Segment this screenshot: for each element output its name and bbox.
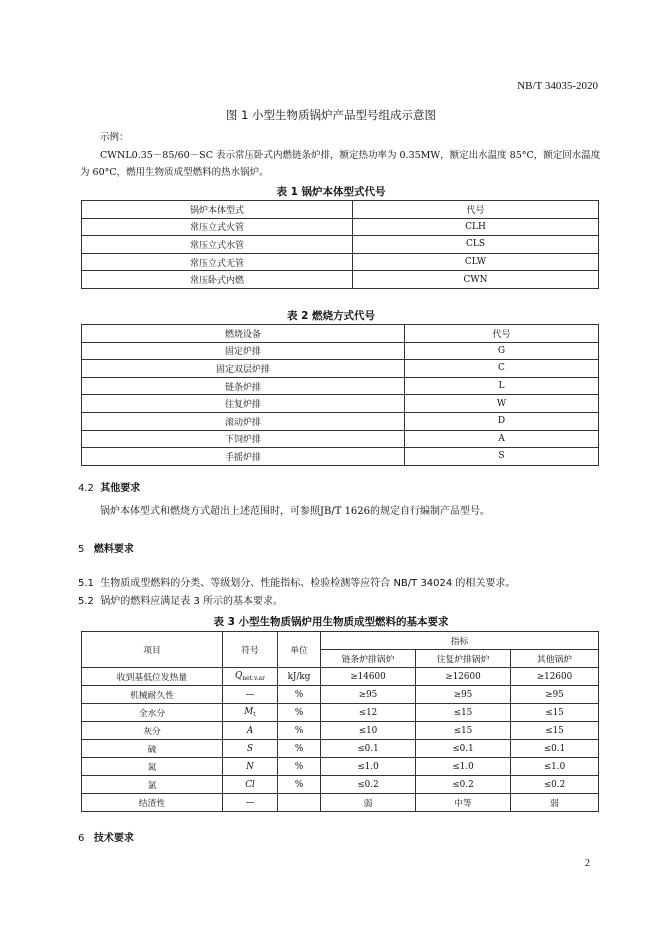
table-cell: CWN [353,271,599,289]
symbol-cell [223,740,278,758]
table-header-row [82,325,599,343]
symbol-cell [223,722,278,740]
table3-caption: 表 3 小型生物质锅炉用生物质成型燃料的基本要求 [213,616,449,628]
table-cell: 弱 [321,794,416,812]
table-cell: ≤1.0 [321,758,416,776]
table-row [82,704,599,722]
table-header-cell: 锅炉本体型式 [82,201,353,219]
table-row [82,668,599,686]
section-number: 6 [78,833,85,844]
section-number: 5 [78,544,85,555]
table-row [82,395,599,413]
table-cell: 常压立式火管 [82,218,353,236]
figure-caption: 图 1 小型生物质锅炉产品型号组成示意图 [225,108,437,122]
table-row [82,430,599,448]
table-header-cell: 符号 [223,632,278,668]
table-cell: % [278,758,321,776]
table-cell: CLH [353,218,599,236]
symbol-cell [223,668,278,686]
item-text: 锅炉的燃料应满足表 3 所示的基本要求。 [100,596,283,607]
table-cell: G [405,342,599,360]
section-6-heading [78,829,134,844]
item-number: 5.1 [78,578,94,589]
table-cell: ≤15 [416,722,511,740]
table-row [82,271,599,289]
table-row [82,377,599,395]
section-title: 技术要求 [93,833,134,844]
table-cell: ≤10 [321,722,416,740]
table-row [82,740,599,758]
table-cell: 氯 [82,776,223,794]
table-cell: 滚动炉排 [82,412,405,430]
table-cell: CLS [353,236,599,254]
table-cell: ≥14600 [321,668,416,686]
table-cell: ≤0.2 [321,776,416,794]
table-row [82,360,599,378]
table-cell: 机械耐久性 [82,686,223,704]
table-cell: C [405,360,599,378]
item-number: 5.2 [78,596,94,607]
table-cell: D [405,412,599,430]
table-cell: 氮 [82,758,223,776]
section-4-2-heading [78,479,140,494]
table-row [82,412,599,430]
symbol: Cl [245,779,255,790]
table-row [82,253,599,271]
table-cell: 常压立式无管 [82,253,353,271]
symbol: M [244,707,254,717]
table-row [82,236,599,254]
item-text: 生物质成型燃料的分类、等级划分、性能指标、检验检测等应符合 NB/T 34024 的相关要求。 [100,578,516,589]
table-header-row [82,632,599,650]
table-cell: ≤0.1 [416,740,511,758]
table-header-cell: 项目 [82,632,223,668]
symbol-subscript: t [253,711,256,718]
table-row [82,686,599,704]
table-cell: S [405,448,599,466]
table-cell: 收到基低位发热量 [82,668,223,686]
table-cell: ≤1.0 [511,758,599,776]
table-cell: 全水分 [82,704,223,722]
symbol: N [246,761,254,772]
section-5-heading [78,540,134,555]
table-cell: ≤12 [321,704,416,722]
symbol: — [245,797,255,808]
section-title: 其他要求 [100,483,141,494]
table-cell: % [278,776,321,794]
table-cell: 手摇炉排 [82,448,405,466]
table-cell: ≤0.1 [511,740,599,758]
table-cell: ≥12600 [416,668,511,686]
symbol: Q [235,671,243,681]
table-row [82,794,599,812]
section-title: 燃料要求 [93,544,134,555]
symbol-cell [223,686,278,704]
table-cell: 常压立式水管 [82,236,353,254]
table-cell: 中等 [416,794,511,812]
table-cell: % [278,686,321,704]
table-cell: kJ/kg [278,668,321,686]
table-row [82,722,599,740]
table3 [81,631,599,812]
table-header-cell: 代号 [353,201,599,219]
table-row [82,776,599,794]
table-row [82,218,599,236]
table-cell: ≥12600 [511,668,599,686]
table-cell: ≥95 [321,686,416,704]
standard-number: NB/T 34035-2020 [517,80,598,92]
table-cell [278,794,321,812]
symbol-cell [223,776,278,794]
table-header-cell: 燃烧设备 [82,325,405,343]
example-label: 示例： [100,132,129,143]
table-cell: ≥95 [511,686,599,704]
table-cell: 下饲炉排 [82,430,405,448]
table-cell: ≤0.2 [511,776,599,794]
table-cell: CLW [353,253,599,271]
table-cell: ≤0.1 [321,740,416,758]
table-cell: ≥95 [416,686,511,704]
table-cell: 固定双层炉排 [82,360,405,378]
symbol: S [246,743,254,754]
table-header-cell: 指标 [321,632,599,650]
section-5-1 [78,574,608,589]
table-cell: ≤1.0 [416,758,511,776]
table-cell: ≤15 [511,704,599,722]
symbol: — [245,689,255,700]
table-header-cell: 代号 [405,325,599,343]
symbol: A [246,725,254,736]
symbol-cell [223,758,278,776]
table-cell: 链条炉排 [82,377,405,395]
table2-caption: 表 2 燃烧方式代号 [286,310,376,322]
table-cell: L [405,377,599,395]
table-row [82,758,599,776]
table-cell: % [278,740,321,758]
table1 [81,200,599,289]
table-cell: ≤15 [511,722,599,740]
table-cell: ≤15 [416,704,511,722]
section-number: 4.2 [78,483,94,494]
table-cell: % [278,704,321,722]
section-5-2 [78,592,608,607]
table-cell: 固定炉排 [82,342,405,360]
symbol-cell [223,794,278,812]
table-cell: % [278,722,321,740]
table-cell: 硫 [82,740,223,758]
symbol-subscript: net.v.ar [242,675,265,682]
table-cell: 结渣性 [82,794,223,812]
table-cell: 常压卧式内燃 [82,271,353,289]
table-cell: 弱 [511,794,599,812]
table1-caption: 表 1 锅炉本体型式代号 [276,186,386,198]
table-header-cell: 其他锅炉 [511,650,599,668]
table-header-row [82,201,599,219]
table-cell: 往复炉排 [82,395,405,413]
table-header-cell: 往复炉排锅炉 [416,650,511,668]
table-header-cell: 链条炉排锅炉 [321,650,416,668]
table-cell: ≤0.2 [416,776,511,794]
section-4-2-text: 锅炉本体型式和燃烧方式超出上述范围时，可参照JB/T 1626的规定自行编制产品型号。 [100,506,491,517]
table-header-cell: 单位 [278,632,321,668]
symbol-cell [223,704,278,722]
table-cell: 灰分 [82,722,223,740]
table-row [82,342,599,360]
table-cell: W [405,395,599,413]
table2 [81,324,599,466]
example-text: CWNL0.35－85/60－SC 表示常压卧式内燃链条炉排，额定热功率为 0.35MW，额定出水温度 85°C，额定回水温度为 60°C，燃用生物质成型燃料的热水锅炉。 [80,150,601,178]
table-cell: A [405,430,599,448]
table-row [82,448,599,466]
page-number: 2 [585,858,590,869]
